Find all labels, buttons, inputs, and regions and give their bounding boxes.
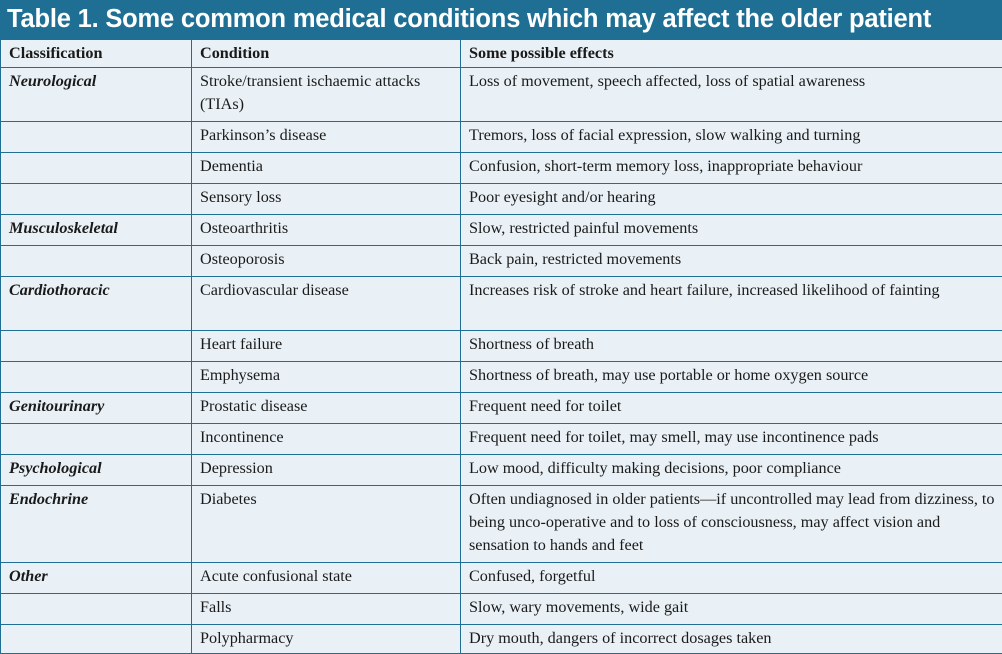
effects-cell: Back pain, restricted movements (461, 246, 1002, 277)
table-row (1, 594, 1002, 625)
table-row (1, 122, 1002, 153)
conditions-table (0, 39, 1002, 654)
effects-cell: Slow, wary movements, wide gait (461, 594, 1002, 625)
classification-cell (1, 331, 192, 362)
classification-cell: Psychological (1, 455, 192, 486)
condition-cell: Cardiovascular disease (192, 277, 461, 331)
condition-cell: Incontinence (192, 424, 461, 455)
condition-cell: Sensory loss (192, 184, 461, 215)
effects-cell: Confused, forgetful (461, 563, 1002, 594)
condition-cell: Acute confusional state (192, 563, 461, 594)
classification-cell (1, 594, 192, 625)
table-row (1, 246, 1002, 277)
table-row (1, 625, 1002, 654)
condition-cell: Parkinson’s disease (192, 122, 461, 153)
effects-cell: Frequent need for toilet (461, 393, 1002, 424)
table-body (1, 68, 1002, 654)
effects-cell: Dry mouth, dangers of incorrect dosages taken (461, 625, 1002, 654)
effects-cell: Confusion, short-term memory loss, inappropriate behaviour (461, 153, 1002, 184)
classification-cell (1, 362, 192, 393)
effects-cell: Often undiagnosed in older patients—if uncontrolled may lead from dizziness, to being unco-operative and to loss of consciousness, may affect vision and sensation to hands and feet (461, 486, 1002, 563)
classification-cell (1, 246, 192, 277)
effects-cell: Tremors, loss of facial expression, slow walking and turning (461, 122, 1002, 153)
effects-cell: Loss of movement, speech affected, loss of spatial awareness (461, 68, 1002, 122)
condition-cell: Emphysema (192, 362, 461, 393)
classification-cell: Neurological (1, 68, 192, 122)
header-effects: Some possible effects (461, 40, 1002, 68)
classification-cell (1, 122, 192, 153)
classification-cell: Genitourinary (1, 393, 192, 424)
header-classification: Classification (1, 40, 192, 68)
classification-cell: Cardiothoracic (1, 277, 192, 331)
table-row (1, 277, 1002, 331)
classification-cell: Other (1, 563, 192, 594)
table-row (1, 362, 1002, 393)
condition-cell: Dementia (192, 153, 461, 184)
table-row (1, 424, 1002, 455)
table-row (1, 393, 1002, 424)
table-title: Table 1. Some common medical conditions which may affect the older patient (0, 0, 1002, 39)
effects-cell: Shortness of breath, may use portable or home oxygen source (461, 362, 1002, 393)
header-row (1, 40, 1002, 68)
effects-cell: Increases risk of stroke and heart failure, increased likelihood of fainting (461, 277, 1002, 331)
table-row (1, 153, 1002, 184)
table-row (1, 455, 1002, 486)
condition-cell: Polypharmacy (192, 625, 461, 654)
classification-cell (1, 153, 192, 184)
table-row (1, 215, 1002, 246)
effects-cell: Frequent need for toilet, may smell, may use incontinence pads (461, 424, 1002, 455)
table-row (1, 68, 1002, 122)
header-condition: Condition (192, 40, 461, 68)
table-row (1, 331, 1002, 362)
table-row (1, 563, 1002, 594)
effects-cell: Slow, restricted painful movements (461, 215, 1002, 246)
classification-cell (1, 424, 192, 455)
table-row (1, 486, 1002, 563)
condition-cell: Falls (192, 594, 461, 625)
classification-cell (1, 625, 192, 654)
condition-cell: Depression (192, 455, 461, 486)
effects-cell: Low mood, difficulty making decisions, poor compliance (461, 455, 1002, 486)
effects-cell: Poor eyesight and/or hearing (461, 184, 1002, 215)
classification-cell (1, 184, 192, 215)
table-row (1, 184, 1002, 215)
condition-cell: Stroke/transient ischaemic attacks (TIAs) (192, 68, 461, 122)
classification-cell: Endochrine (1, 486, 192, 563)
condition-cell: Osteoporosis (192, 246, 461, 277)
condition-cell: Heart failure (192, 331, 461, 362)
condition-cell: Diabetes (192, 486, 461, 563)
effects-cell: Shortness of breath (461, 331, 1002, 362)
condition-cell: Osteoarthritis (192, 215, 461, 246)
condition-cell: Prostatic disease (192, 393, 461, 424)
classification-cell: Musculoskeletal (1, 215, 192, 246)
